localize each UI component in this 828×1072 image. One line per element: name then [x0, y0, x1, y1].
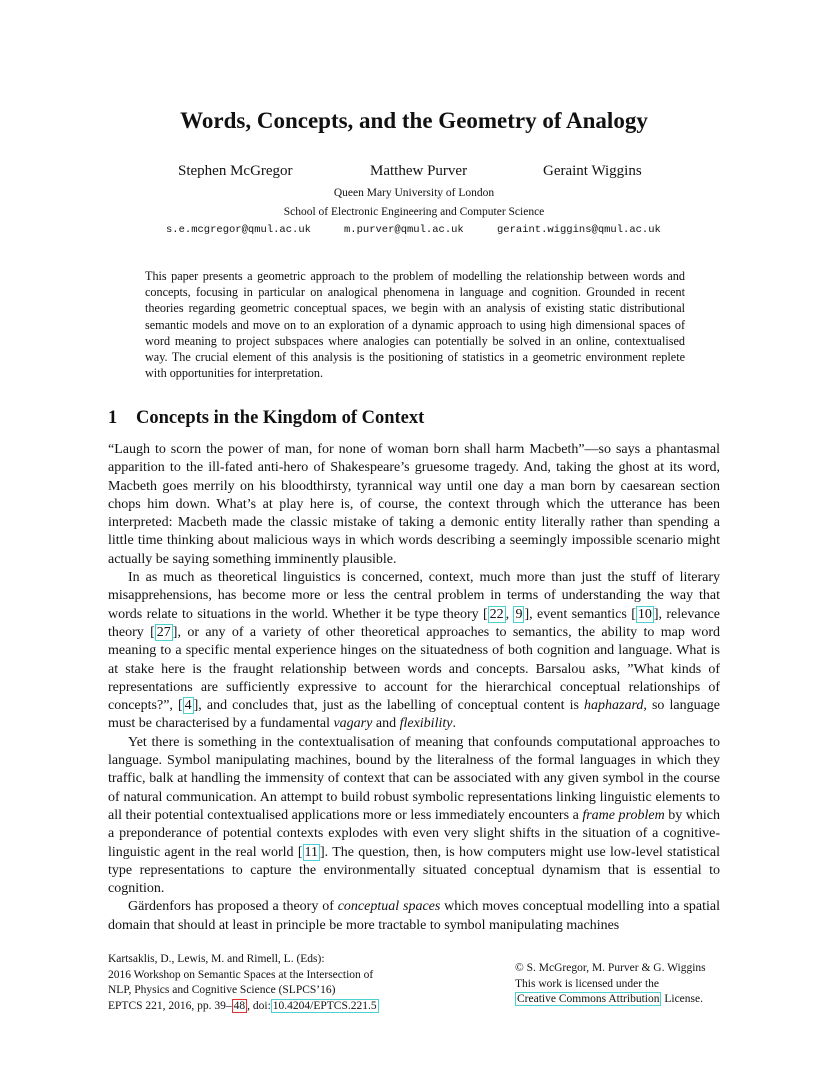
emphasis: haphazard — [584, 698, 644, 714]
paragraph-4 — [108, 898, 720, 935]
page-link[interactable]: 48 — [233, 999, 246, 1012]
license-line: This work is licensed under the — [515, 977, 660, 990]
emphasis: vagary — [333, 716, 373, 732]
affiliation-school: School of Electronic Engineering and Computer Science — [283, 206, 545, 218]
text-span: ], and concludes that, just as the labelling of conceptual content is — [193, 698, 585, 714]
paragraph-1: “Laugh to scorn the power of man, for none of woman born shall harm Macbeth”—so says a phantasmal apparition to the ill-fated anti-hero of Shakespeare’s gruesome tragedy. And, taking the ghost at its word, Macbeth goes merrily on his bloodthirsty, tyrannical way until one day a man born by caesarean section chops him down. What’s at play here is, of course, the context through which the utterance has been interpreted: Macbeth made the classic mistake of taking a demonic entity literally rather than spending a little time thinking about malicious ways in which words describing a seemingly impossible scenario might actually be saying something imminently plausible. — [108, 442, 720, 567]
email-2: m.purver@qmul.ac.uk — [344, 224, 464, 236]
email-1: s.e.mcgregor@qmul.ac.uk — [166, 224, 311, 236]
text-span: EPTCS 221, 2016, pp. 39– — [108, 999, 232, 1012]
text-span: In as much as theoretical linguistics is concerned, context, much more than just the stuff of literary misapprehensions, has become more or less the central problem in terms of understanding the way that words relate to situations in the world. Whether it be type theory [ — [108, 570, 720, 622]
section-title: Concepts in the Kingdom of Context — [136, 408, 425, 428]
footer-editors: Kartsaklis, D., Lewis, M. and Rimell, L. (Eds): — [108, 953, 325, 965]
section-number: 1 — [108, 408, 118, 428]
text-span: Gärdenfors has proposed a theory of — [128, 899, 338, 915]
footer-workshop: 2016 Workshop on Semantic Spaces at the Intersection of — [108, 968, 374, 981]
text-span: . — [452, 716, 456, 732]
text-span: ], relevance theory [ — [108, 606, 721, 640]
text-span: by which a preponderance of potential contexts explodes with even very slight shifts in the situation of a cognitive-linguistic agent in the real world [ — [108, 807, 720, 860]
emphasis: frame problem — [582, 807, 665, 823]
text-span: ], or any of a variety of other theoretical approaches to semantics, the ability to map word meaning to a specific mental experience hinges on the situatedness of both cognition and language. What is at stake here is the fraught relationship between words and concepts. Barsalou asks, ”What kinds of representations are sufficiently expressive to account for the hierarchical conceptual relationships of concepts?”, [ — [108, 624, 720, 714]
doi-link[interactable]: 10.4204/EPTCS.221.5 — [272, 999, 377, 1012]
license-link-line — [515, 992, 745, 1008]
cc-license-link[interactable]: Creative Commons Attribution — [517, 993, 660, 1005]
body-text — [108, 441, 720, 935]
citation-link[interactable]: 22 — [489, 606, 504, 622]
citation-link[interactable]: 11 — [304, 844, 318, 860]
text-span: ]. The question, then, is how computers might use low-level statistical type representations to capture the environmentally situated conceptual dynamism that is essential to cognition. — [108, 844, 720, 897]
copyright-line: © S. McGregor, M. Purver & G. Wiggins — [515, 962, 706, 974]
paragraph-2 — [108, 569, 720, 734]
text-span: and — [372, 716, 400, 732]
abstract: This paper presents a geometric approach to the problem of modelling the relationship between words and concepts, focusing in particular on analogical phenomena in language and cognition. Grounded in recent theories regarding geometric conceptual spaces, we begin with an analysis of existing static distributional semantic models and move on to an exploration of a dynamic approach to using high dimensional spaces of word meaning to project subspaces where analogies can potentially be solved in an online, contextualised way. The crucial element of this analysis is the positioning of statistics in a geometric environment replete with opportunities for interpretation. — [145, 269, 685, 381]
citation-link[interactable]: 27 — [156, 624, 171, 640]
text-span: , doi: — [247, 999, 271, 1012]
author-1: Stephen McGregor — [178, 163, 293, 179]
citation-link[interactable]: 4 — [184, 698, 192, 714]
text-span: ], event semantics [ — [524, 606, 636, 622]
footer-eptcs — [108, 999, 428, 1015]
emphasis: conceptual spaces — [337, 899, 441, 915]
citation-link[interactable]: 9 — [515, 606, 523, 622]
paper-title: Words, Concepts, and the Geometry of Analogy — [180, 108, 648, 133]
email-3: geraint.wiggins@qmul.ac.uk — [497, 224, 661, 236]
affiliation-university: Queen Mary University of London — [333, 187, 495, 199]
footer-citation — [108, 952, 428, 1014]
text-span: which moves conceptual modelling into a spatial domain that should at least in principle be more tractable to symbol manipulating machines — [108, 899, 720, 933]
section-heading — [108, 408, 424, 429]
text-span: , so language must be characterised by a fundamental — [108, 698, 721, 732]
text-span: Yet there is something in the contextualisation of meaning that confounds computational approaches to language. Symbol manipulating machines, bound by the literalness of the formal languages in which they traffic, balk at handling the immensity of context that can be associated with any given symbol in the course of natural communication. An attempt to build robust symbolic representations linking linguistic elements to all their potential contextualised applications more or less immediately encounters a — [108, 734, 720, 823]
text-span: , — [505, 606, 514, 622]
footer-venue: NLP, Physics and Cognitive Science (SLPCS’16) — [108, 984, 336, 996]
author-3: Geraint Wiggins — [543, 163, 642, 179]
emphasis: flexibility — [399, 716, 453, 732]
paragraph-3 — [108, 734, 720, 899]
text-span: License. — [661, 993, 703, 1005]
footer-license — [515, 961, 745, 1008]
author-2: Matthew Purver — [370, 163, 468, 179]
citation-link[interactable]: 10 — [637, 606, 652, 622]
